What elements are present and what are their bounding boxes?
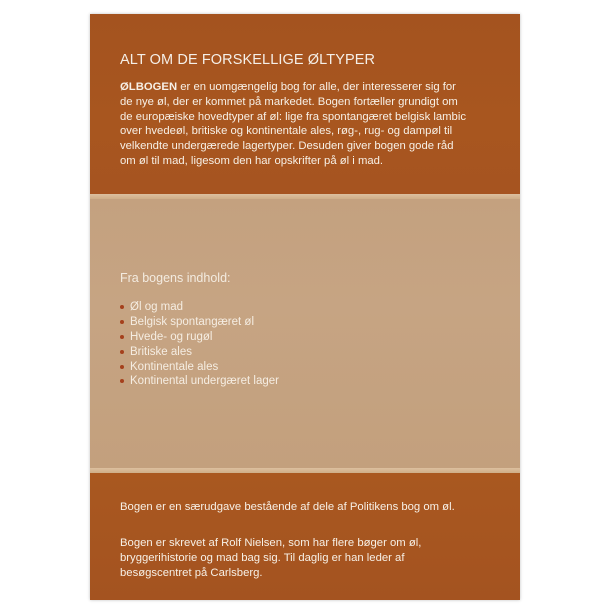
bullet-dot-icon: [120, 379, 124, 383]
intro-line: de europæiske hovedtyper af øl: lige fra spontangæret belgisk lambic: [120, 110, 466, 123]
intro-line: de nye øl, der er kommet på markedet. Bogen fortæller grundigt om: [120, 95, 458, 108]
bullet-dot-icon: [120, 350, 124, 354]
intro-line-text: er en uomgængelig bog for alle, der interesserer sig for: [177, 81, 456, 93]
list-item: [120, 315, 279, 330]
list-item: [120, 330, 279, 345]
list-item: [120, 344, 279, 359]
list-item: [120, 359, 279, 374]
intro-line: velkendte undergærede lagertyper. Desuden giver bogen gode råd: [120, 140, 454, 153]
bullet-dot-icon: [120, 365, 124, 369]
bullet-dot-icon: [120, 335, 124, 339]
list-item-label: Britiske ales: [130, 345, 192, 358]
author-paragraph: [120, 536, 520, 580]
list-item-label: Hvede- og rugøl: [130, 330, 213, 343]
author-line: Bogen er skrevet af Rolf Nielsen, som har flere bøger om øl,: [120, 537, 422, 549]
contents-list: [120, 300, 279, 389]
list-item: [120, 300, 279, 315]
bullet-dot-icon: [120, 320, 124, 324]
intro-line: om øl til mad, ligesom den har opskrifter på øl i mad.: [120, 154, 384, 167]
intro-line: over hvedeøl, britiske og kontinentale ales, røg-, rug- og dampøl til: [120, 125, 453, 138]
book-back-cover: [90, 14, 520, 600]
list-item: [120, 374, 279, 389]
list-item-label: Kontinentale ales: [130, 360, 219, 373]
cover-heading: ALT OM DE FORSKELLIGE ØLTYPER: [120, 52, 376, 68]
intro-lead-word: ØLBOGEN: [120, 81, 178, 93]
list-item-label: Belgisk spontangæret øl: [130, 316, 255, 329]
edition-note: Bogen er en særudgave bestående af dele af Politikens bog om øl.: [120, 501, 455, 513]
author-line: besøgscentret på Carlsberg.: [120, 566, 263, 579]
bullet-dot-icon: [120, 305, 124, 309]
intro-paragraph: [120, 80, 510, 169]
contents-title: Fra bogens indhold:: [120, 271, 231, 285]
author-line: bryggerihistorie og mad bag sig. Til daglig er han leder af: [120, 551, 405, 564]
list-item-label: Kontinental undergæret lager: [130, 375, 279, 388]
intro-line: [120, 80, 510, 95]
list-item-label: Øl og mad: [130, 301, 184, 314]
